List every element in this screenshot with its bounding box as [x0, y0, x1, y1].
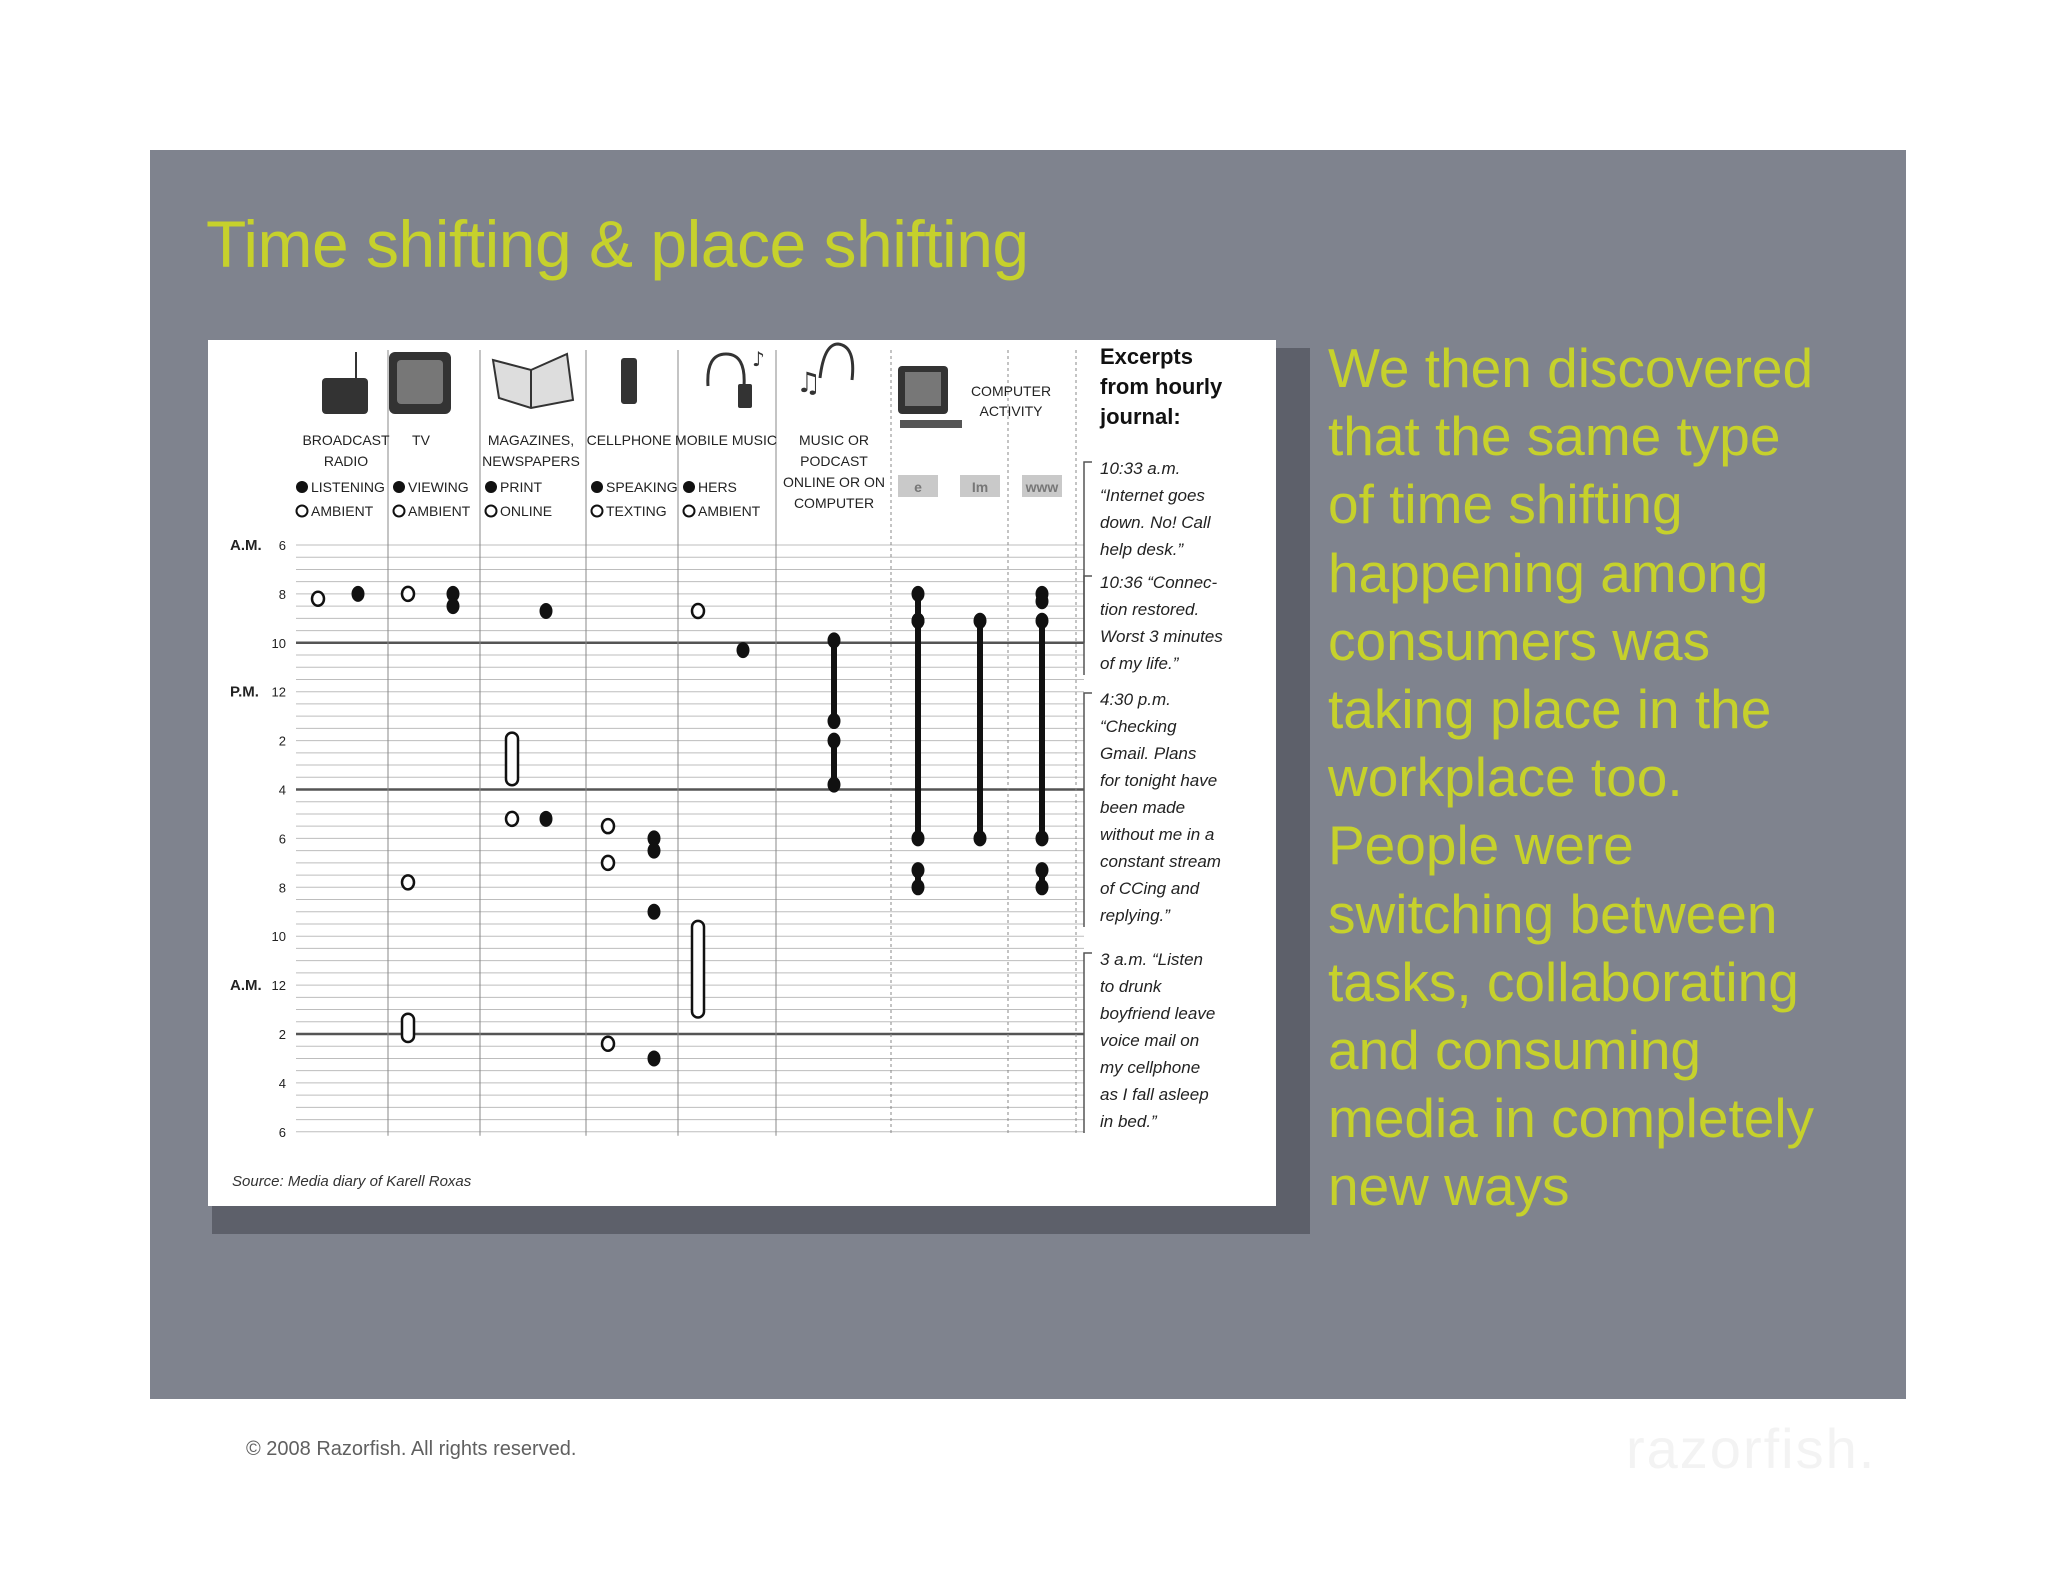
body-text-line: tasks, collaborating	[1328, 950, 1799, 1013]
usage-dot	[447, 598, 460, 614]
body-text-line: media in completely	[1328, 1087, 1815, 1150]
usage-dot	[828, 632, 841, 648]
music-note-glyph: ♫	[796, 366, 822, 399]
time-tick-label: 8	[278, 880, 286, 896]
excerpt-line: in bed.”	[1100, 1112, 1157, 1131]
time-tick-label: 6	[278, 831, 286, 847]
time-tick-label: 6	[278, 1124, 286, 1140]
legend-marker-filled	[683, 481, 695, 493]
usage-event-filled	[974, 613, 987, 847]
usage-event-filled	[912, 613, 925, 847]
tv-screen	[397, 360, 443, 404]
usage-dot-open	[602, 819, 614, 833]
usage-dot	[648, 843, 661, 859]
excerpt-bracket	[1084, 693, 1092, 927]
legend-label: HERS	[698, 479, 737, 495]
column-label: TV	[412, 432, 430, 448]
legend-marker-filled	[591, 481, 603, 493]
time-tick-label: 2	[278, 733, 286, 749]
usage-dot	[828, 733, 841, 749]
usage-event-open	[506, 733, 518, 786]
excerpt-line: tion restored.	[1100, 600, 1200, 619]
excerpt-line: 10:33 a.m.	[1100, 459, 1181, 478]
body-text-line: People were	[1328, 814, 1634, 877]
time-tick-label: 6	[278, 538, 286, 553]
legend-label: SPEAKING	[606, 479, 678, 495]
keyboard	[900, 420, 962, 428]
legend-label: AMBIENT	[408, 503, 471, 519]
magazine-icon	[493, 354, 573, 408]
music-note-icon	[796, 344, 853, 399]
media-diary-chart	[208, 340, 1276, 1206]
usage-dot	[912, 613, 925, 629]
usage-dot	[648, 1050, 661, 1066]
usage-event-filled	[540, 603, 553, 619]
body-text-line: that the same type	[1328, 405, 1781, 468]
body-text-line: switching between	[1328, 882, 1778, 945]
usage-dot	[912, 830, 925, 846]
usage-event-filled	[828, 632, 841, 729]
time-tick-label: 2	[278, 1027, 286, 1042]
column-label: CELLPHONE	[586, 432, 672, 448]
legend-marker-open	[394, 506, 405, 517]
column-label: MOBILE MUSIC	[675, 432, 777, 448]
excerpt-line: of CCing and	[1100, 879, 1200, 898]
excerpt-line: without me in a	[1100, 825, 1215, 844]
usage-dot	[974, 613, 987, 629]
legend-label: TEXTING	[606, 503, 667, 519]
usage-dot	[540, 603, 553, 619]
usage-span-open	[402, 1014, 414, 1042]
cellphone-body	[621, 358, 637, 404]
excerpt-line: 10:36 “Connec-	[1100, 573, 1218, 592]
excerpt-line: Gmail. Plans	[1100, 744, 1197, 763]
usage-dot	[974, 830, 987, 846]
excerpt-line: to drunk	[1100, 977, 1162, 996]
usage-event-filled	[737, 642, 750, 658]
usage-dot	[1036, 862, 1049, 878]
headphones-band	[708, 354, 744, 386]
excerpt-bracket	[1084, 576, 1092, 675]
time-tick-label: 10	[271, 635, 286, 651]
usage-event-open	[602, 819, 614, 833]
computer-sub-label: www	[1025, 479, 1059, 495]
excerpts-title: Excerpts	[1100, 344, 1193, 369]
body-text-line: workplace too.	[1328, 746, 1683, 809]
computer-icon	[898, 366, 962, 428]
column-label: BROADCAST	[302, 432, 390, 448]
legend-label: VIEWING	[408, 479, 469, 495]
computer-activity-label: COMPUTER	[970, 383, 1052, 399]
excerpts-title: from hourly	[1100, 374, 1223, 399]
usage-dot	[828, 777, 841, 793]
usage-span-open	[506, 733, 518, 786]
time-tick-label: 4	[278, 1075, 286, 1091]
magazine-pages	[493, 354, 573, 408]
usage-event-open	[602, 1037, 614, 1051]
usage-event-open	[402, 875, 414, 889]
legend-marker-open	[684, 506, 695, 517]
time-tick-label: 8	[278, 586, 286, 602]
excerpt-line: “Internet goes	[1100, 486, 1205, 505]
usage-event-open	[692, 921, 704, 1018]
body-text-line: and consuming	[1328, 1019, 1702, 1082]
usage-dot	[540, 811, 553, 827]
tv-icon	[389, 352, 451, 414]
usage-dot-open	[602, 1037, 614, 1051]
excerpt-line: my cellphone	[1100, 1058, 1201, 1077]
usage-dot	[912, 879, 925, 895]
usage-event-filled	[352, 586, 365, 602]
excerpt-line: down. No! Call	[1100, 513, 1211, 532]
usage-dot	[1036, 830, 1049, 846]
legend-label: ONLINE	[500, 503, 553, 519]
column-label: NEWSPAPERS	[482, 453, 580, 469]
legend-marker-open	[486, 506, 497, 517]
period-label: A.M.	[230, 977, 262, 995]
usage-dot	[352, 586, 365, 602]
excerpt-line: 3 a.m. “Listen	[1100, 950, 1203, 969]
excerpt-line: “Checking	[1100, 717, 1177, 736]
usage-event-open	[602, 856, 614, 870]
legend-label: LISTENING	[311, 479, 385, 495]
computer-activity-label: ACTIVITY	[979, 403, 1043, 419]
usage-event-filled	[828, 733, 841, 793]
excerpt-bracket	[1084, 953, 1092, 1133]
body-text-line: consumers was	[1328, 609, 1711, 672]
legend-label: AMBIENT	[311, 503, 374, 519]
usage-dot	[828, 713, 841, 729]
legend-label: PRINT	[500, 479, 542, 495]
column-label: MAGAZINES,	[487, 432, 575, 448]
razorfish-logo: razorfish.	[1626, 1417, 1877, 1480]
column-label: COMPUTER	[793, 495, 875, 511]
music-note-glyph: ♪	[752, 347, 765, 371]
column-label: PODCAST	[800, 453, 868, 469]
time-tick-label: 12	[271, 978, 286, 994]
usage-event-filled	[1036, 862, 1049, 895]
figure-source: Source: Media diary of Karell Roxas	[232, 1173, 472, 1190]
copyright-notice: © 2008 Razorfish. All rights reserved.	[246, 1438, 577, 1460]
usage-event-filled	[648, 904, 661, 920]
usage-dot-open	[402, 875, 414, 889]
computer-sub-label: e	[914, 479, 922, 495]
usage-event-open	[312, 592, 324, 606]
headphones-icon	[708, 347, 765, 408]
music-player	[738, 384, 752, 408]
legend-marker-open	[297, 506, 308, 517]
excerpt-line: boyfriend leave	[1100, 1004, 1216, 1023]
legend-label: AMBIENT	[698, 503, 761, 519]
time-tick-label: 12	[271, 684, 286, 700]
period-label: P.M.	[230, 683, 259, 701]
period-label: A.M.	[230, 537, 262, 554]
computer-sub-label: Im	[971, 479, 989, 495]
cellphone-icon	[621, 358, 637, 404]
body-text-line: new ways	[1328, 1155, 1570, 1218]
excerpt-line: as I fall asleep	[1100, 1085, 1209, 1104]
usage-dot	[912, 586, 925, 602]
usage-dot	[737, 642, 750, 658]
column-label: MUSIC OR	[799, 432, 869, 448]
usage-event-open	[402, 1014, 414, 1042]
slide-title: Time shifting & place shifting	[206, 207, 1029, 281]
excerpt-line: 4:30 p.m.	[1100, 690, 1171, 709]
excerpt-line: voice mail on	[1100, 1031, 1200, 1050]
excerpt-line: constant stream	[1100, 852, 1221, 871]
usage-event-filled	[912, 862, 925, 895]
excerpt-line: for tonight have	[1100, 771, 1218, 790]
legend-marker-filled	[485, 481, 497, 493]
excerpt-line: been made	[1100, 798, 1186, 817]
usage-dot	[1036, 613, 1049, 629]
legend-marker-filled	[393, 481, 405, 493]
usage-event-filled	[447, 586, 460, 614]
usage-dot	[912, 862, 925, 878]
excerpt-line: Worst 3 minutes	[1100, 627, 1223, 646]
column-label: ONLINE OR ON	[783, 474, 885, 490]
excerpt-line: of my life.”	[1100, 654, 1179, 673]
radio-body	[322, 378, 368, 414]
column-label: RADIO	[323, 453, 369, 469]
body-text	[1328, 334, 1888, 1221]
body-text-line: of time shifting	[1328, 473, 1683, 536]
body-text-line: taking place in the	[1328, 678, 1772, 741]
usage-event-filled	[648, 1050, 661, 1066]
excerpt-line: help desk.”	[1100, 540, 1184, 559]
usage-dot-open	[506, 812, 518, 826]
usage-event-open	[402, 587, 414, 601]
legend-marker-open	[592, 506, 603, 517]
usage-dot	[1036, 879, 1049, 895]
excerpt-line: replying.”	[1100, 906, 1170, 925]
body-text-line: happening among	[1328, 541, 1769, 604]
usage-event-filled	[540, 811, 553, 827]
time-tick-label: 4	[278, 782, 286, 798]
usage-dot-open	[402, 587, 414, 601]
excerpts-title: journal:	[1100, 404, 1181, 429]
time-tick-label: 10	[271, 929, 286, 945]
legend-marker-filled	[296, 481, 308, 493]
usage-dot	[648, 904, 661, 920]
headphones-band	[820, 344, 853, 380]
usage-event-open	[692, 604, 704, 618]
body-text-line: We then discovered	[1328, 337, 1814, 399]
excerpt-bracket	[1084, 462, 1092, 643]
media-diary-figure	[208, 340, 1276, 1206]
usage-event-filled	[648, 830, 661, 858]
monitor-screen	[905, 372, 941, 406]
usage-dot	[1036, 593, 1049, 609]
usage-event-filled	[1036, 613, 1049, 847]
usage-dot-open	[692, 604, 704, 618]
usage-dot-open	[602, 856, 614, 870]
radio-icon	[322, 352, 368, 414]
usage-event-filled	[1036, 586, 1049, 609]
usage-event-open	[506, 812, 518, 826]
usage-span-open	[692, 921, 704, 1018]
usage-dot-open	[312, 592, 324, 606]
